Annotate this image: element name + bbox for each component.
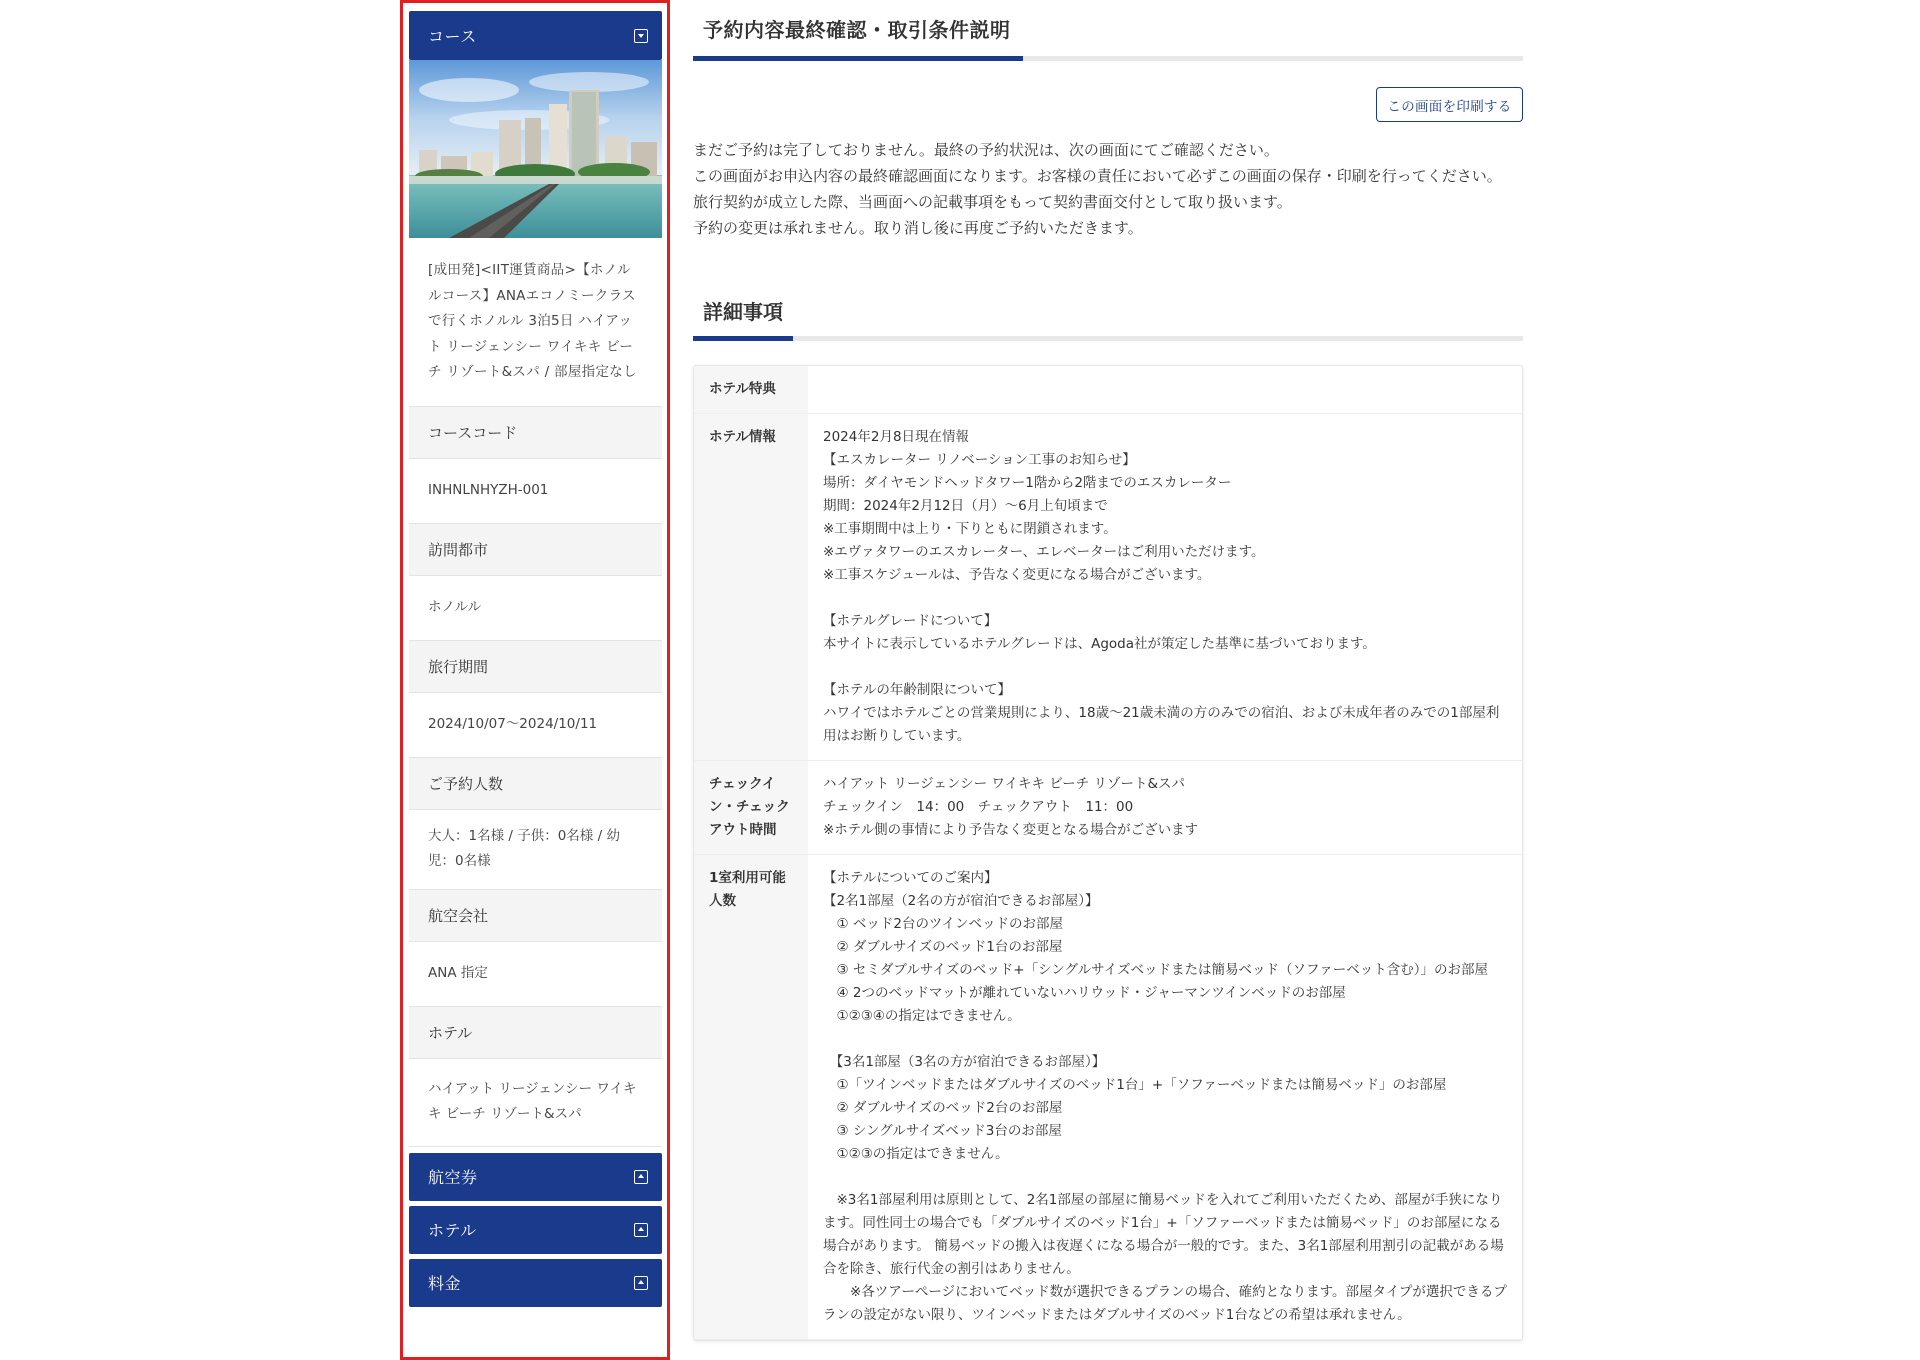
detail-line: ※エヴァタワーのエスカレーター、エレベーターはご利用いただけます。 [823,544,1265,560]
detail-line [823,587,1510,610]
detail-line: 【エスカレーター リノベーション工事のお知らせ】 [823,452,1136,468]
room-capacity-value [808,855,1522,1339]
hotel-benefit-label: ホテル特典 [694,366,808,413]
detail-line: 【ホテルグレードについて】 [823,613,998,629]
course-code-label: コースコード [409,407,662,459]
price-section-header[interactable] [409,1259,662,1307]
detail-line: ※3名1部屋利用は原則として、2名1部屋の部屋に簡易ベッドを入れてご利用いただくため、部屋が手狭になります。同性同士の場合でも「ダブルサイズのベッド1台」+「ソファーベッドまたは簡易ベッド」のお部屋になる場合があります。 簡易ベッドの搬入は夜遅くになる場合が一般的です。また、3名1部屋利用割引の記載がある場合を除き、旅行代金の割引はありません。 [823,1192,1504,1277]
table-row [694,855,1522,1340]
title-rule-accent [693,56,1023,61]
detail-line: ※ホテル側の事情により予告なく変更となる場合がございます [823,822,1199,838]
expand-icon[interactable] [634,1170,648,1184]
checkin-label: チェックイン・チェックアウト時間 [694,761,808,854]
visit-city-label: 訪問都市 [409,524,662,576]
course-title: [成田発]<IIT運賃商品>【ホノルルコース】ANAエコノミークラスで行くホノルル 3泊5日 ハイアット リージェンシー ワイキキ ビーチ リゾート&スパ / 部屋指定なし [409,238,662,407]
detail-line: ※工事スケジュールは、予告なく変更になる場合がございます。 [823,567,1211,583]
details-table [693,365,1523,1341]
hotel-section-header[interactable] [409,1206,662,1254]
detail-line: 期間：2024年2月12日（月）〜6月上旬頃まで [823,498,1108,514]
hotel-benefit-value [808,366,1522,413]
details-title: 詳細事項 [703,300,783,324]
detail-line: ※各ツアーページにおいてベッド数が選択できるプランの場合、確約となります。部屋タイプが選択できるプランの設定がない限り、ツインベッドまたはダブルサイズのベッド1台などの希望は承れません。 [823,1284,1507,1323]
notice-text [693,137,1523,241]
hotel-label: ホテル [409,1007,662,1059]
sidebar-content [409,11,662,1307]
detail-line: 【ホテルについてのご案内】 [823,870,998,886]
price-section-label: 料金 [428,1274,462,1293]
expand-icon[interactable] [634,1223,648,1237]
visit-city-value: ホノルル [409,576,662,641]
table-row [694,761,1522,855]
table-row [694,414,1522,761]
room-capacity-label: 1室利用可能人数 [694,855,808,1339]
detail-line: ※工事期間中は上り・下りともに閉鎖されます。 [823,521,1117,537]
detail-line: ④ 2つのベッドマットが離れていないハリウッド・ジャーマンツインベッドのお部屋 [823,985,1346,1001]
detail-line: 【2名1部屋（2名の方が宿泊できるお部屋）】 [823,893,1099,909]
course-code-value: INHNLNHYZH-001 [409,459,662,524]
course-photo [409,60,662,238]
flight-section-header[interactable] [409,1153,662,1201]
print-button[interactable]: この画面を印刷する [1376,87,1523,122]
detail-line: 場所：ダイヤモンドヘッドタワー1階から2階までのエスカレーター [823,475,1232,491]
detail-line: ハワイではホテルごとの営業規則により、18歳〜21歳未満の方のみでの宿泊、および未成年者のみでの1部屋利用はお断りしています。 [823,705,1500,744]
flight-section-label: 航空券 [428,1168,478,1187]
course-section-header[interactable] [409,11,662,60]
expand-icon[interactable] [634,1276,648,1290]
detail-line: ①②③の指定はできません。 [823,1146,1009,1162]
detail-line: ② ダブルサイズのベッド1台のお部屋 [823,939,1063,955]
details-rule [693,336,1523,341]
travel-period-label: 旅行期間 [409,641,662,693]
main-content [693,0,1523,1360]
title-rule [693,56,1523,61]
airline-label: 航空会社 [409,890,662,942]
party-size-label: ご予約人数 [409,758,662,810]
detail-line: ハイアット リージェンシー ワイキキ ビーチ リゾート&スパ [823,776,1186,792]
hotel-value: ハイアット リージェンシー ワイキキ ビーチ リゾート&スパ [409,1059,662,1147]
collapse-icon[interactable] [634,29,648,43]
detail-line: 本サイトに表示しているホテルグレードは、Agoda社が策定した基準に基づいております。 [823,636,1376,652]
page-title: 予約内容最終確認・取引条件説明 [703,18,1011,42]
detail-line: ① ベッド2台のツインベッドのお部屋 [823,916,1064,932]
detail-line [823,1166,1510,1189]
detail-line: ①「ツインベッドまたはダブルサイズのベッド1台」+「ソファーベッドまたは簡易ベッド」のお部屋 [823,1077,1447,1093]
detail-line: ③ セミダブルサイズのベッド+「シングルサイズベッドまたは簡易ベッド（ソファーベット含む）」のお部屋 [823,962,1488,978]
course-sidebar [400,0,670,1360]
detail-line [823,378,1510,401]
honolulu-beach-image [409,60,662,238]
notice-line: この画面がお申込内容の最終確認画面になります。お客様の責任において必ずこの画面の保存・印刷を行ってください。 [693,167,1502,185]
course-section-label: コース [428,27,477,46]
detail-line: ② ダブルサイズのベッド2台のお部屋 [823,1100,1063,1116]
hotel-info-value [808,414,1522,760]
airline-value: ANA 指定 [409,942,662,1007]
detail-line: ③ シングルサイズベッド3台のお部屋 [823,1123,1062,1139]
detail-line [823,1028,1510,1051]
detail-line: 【ホテルの年齢制限について】 [823,682,1012,698]
details-rule-accent [693,336,793,341]
travel-period-value: 2024/10/07〜2024/10/11 [409,693,662,758]
detail-line: 2024年2月8日現在情報 [823,429,970,445]
detail-line [823,656,1510,679]
detail-line: ①②③④の指定はできません。 [823,1008,1021,1024]
notice-line: まだご予約は完了しておりません。最終の予約状況は、次の画面にてご確認ください。 [693,141,1279,159]
notice-line: 旅行契約が成立した際、当画面への記載事項をもって契約書面交付として取り扱います。 [693,193,1292,211]
hotel-section-label: ホテル [428,1221,477,1240]
detail-line: 【3名1部屋（3名の方が宿泊できるお部屋）】 [823,1054,1106,1070]
checkin-value [808,761,1522,854]
notice-line: 予約の変更は承れません。取り消し後に再度ご予約いただきます。 [693,219,1143,237]
detail-line: チェックイン 14：00 チェックアウト 11：00 [823,799,1134,815]
table-row [694,366,1522,414]
party-size-value: 大人：1名様 / 子供：0名様 / 幼児：0名様 [409,810,662,890]
hotel-info-label: ホテル情報 [694,414,808,760]
